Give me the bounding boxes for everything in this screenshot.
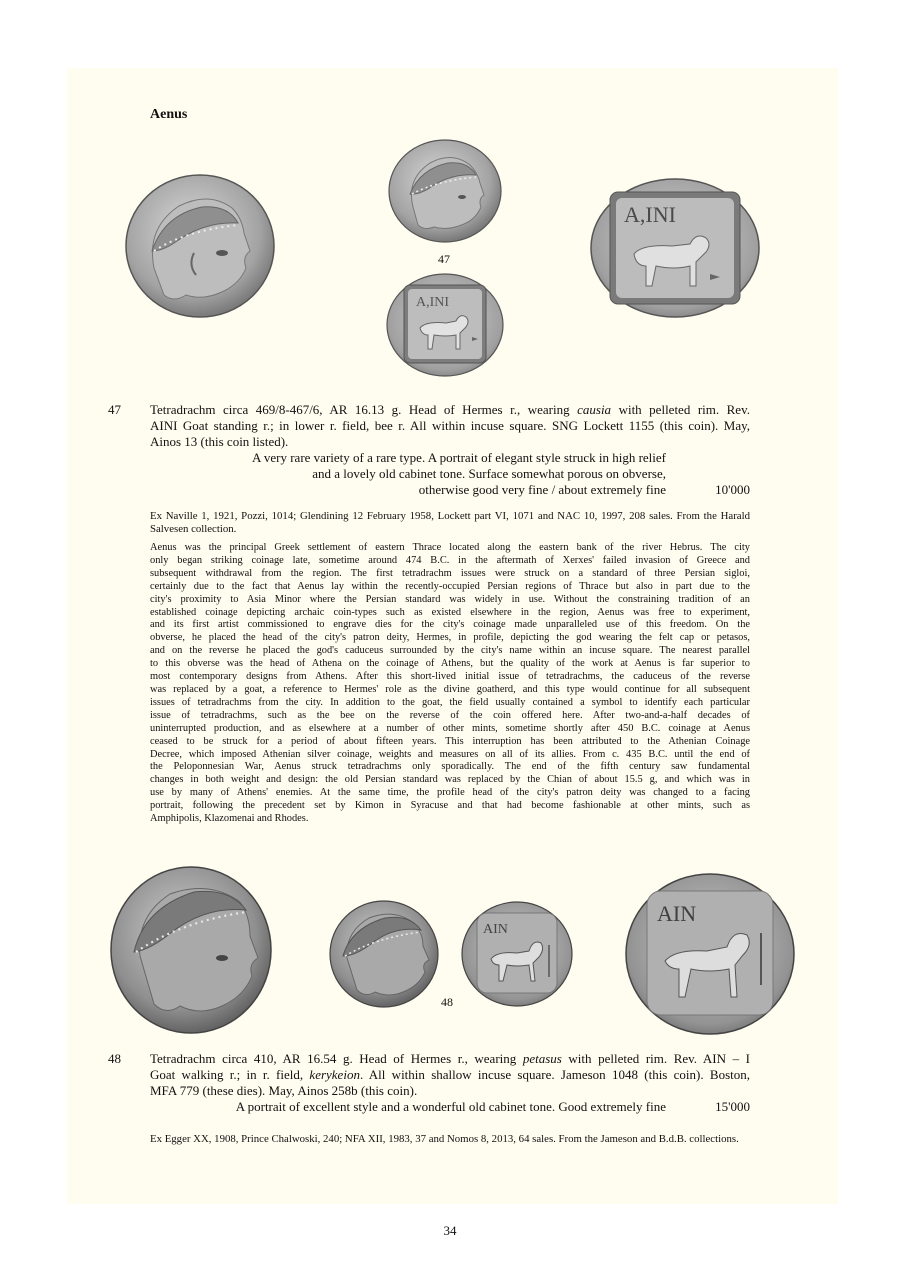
essay-line: certainly due to the fact that Aenus lay within the recently-occupied Persian regions of Thrace but also in part due to the <box>150 580 750 592</box>
lot-47-desc-text-b: with pelleted rim. Rev. <box>611 402 750 417</box>
lot-48-desc2-text-b: . All within shallow incuse square. Jameson 1048 (this coin). Boston, <box>359 1067 750 1082</box>
coin-48-obverse <box>329 900 439 1008</box>
lot-47-comment-line2: and a lovely old cabinet tone. Surface somewhat porous on obverse, <box>312 466 666 481</box>
lot-47-comment-line1: A very rare variety of a rare type. A portrait of elegant style struck in high relief <box>251 450 666 465</box>
essay-line: was replaced by a goat, a reference to Hermes' role as the divine goatherd, and this type would continue for all subsequent <box>150 683 750 695</box>
coin-47-reverse-enlarged <box>590 178 760 318</box>
lot-48-desc-text-b: with pelleted rim. Rev. AIN – I <box>561 1051 750 1066</box>
lot-48-provenance: Ex Egger XX, 1908, Prince Chalwoski, 240; NFA XII, 1983, 37 and Nomos 8, 2013, 64 sales. From the Jameson and B.d.B. collections. <box>150 1133 739 1145</box>
essay-line: portrait, following the precedent set by Kimon in Syracuse and that had become fashionable at other mints, such as <box>150 800 750 812</box>
lot-48-desc2-text-a: Goat walking r.; in r. field, <box>150 1067 310 1082</box>
lot-47-estimate: 10'000 <box>715 482 750 497</box>
essay-line: ceased to be struck for a period of about fifteen years. This interruption has been attributed to the Athenian Coinage <box>150 735 750 747</box>
essay-line: changes in both weight and design: the old Persian standard was replaced by the Chian of about 15.5 g, and which was in <box>150 774 750 786</box>
essay-line: and on the reverse he placed the god's caduceus surrounded by the city's name within an incuse square. The nearest parallel <box>150 645 750 657</box>
essay-line: most contemporary designs from Athens. After this short-lived initial issue of tetradrachms, the caduceus of the reverse <box>150 671 750 683</box>
coin-48-reverse-enlarged <box>625 873 795 1035</box>
essay-line: Aenus was the principal Greek settlement of eastern Thrace located along the eastern bank of the river Hebrus. The city <box>150 542 750 553</box>
essay-line: uninterrupted production, and as elsewhere at a number of other mints, sometime shortly after 450 B.C. coinage at Aenus <box>150 722 750 734</box>
lot-47-description <box>150 402 750 450</box>
essay-line: issue of tetradrachms, such as the bee on the reverse of the coin offered here. After two-and-a-half decades of <box>150 709 750 721</box>
lot-47-provenance: Ex Naville 1, 1921, Pozzi, 1014; Glendining 12 February 1958, Lockett part VI, 1071 and NAC 10, 1997, 208 sales. From the Harald Salvesen collection. <box>150 510 750 535</box>
lot-47-desc-text-a: Tetradrachm circa 469/8-467/6, AR 16.13 g. Head of Hermes r., wearing <box>150 402 578 417</box>
essay-line: city's proximity to Asia Minor where the Persian standard was widely in use. Without the constraining tradition of an <box>150 593 750 605</box>
coin-47-legend-small: Α,ΙΝΙ <box>416 295 450 310</box>
lot-48-desc2-italic: kerykeion <box>309 1067 360 1082</box>
section-title: Aenus <box>150 107 188 122</box>
essay-line: subsequent withdrawal from the region. The first tetradrachm issues were struck on a standard of three Persian sigloi, <box>150 567 750 579</box>
essay-line: only began striking coinage late, sometime around 474 B.C. in the aftermath of Xerxes' failed invasion of Greece and <box>150 554 750 566</box>
lot-47-number: 47 <box>108 402 121 417</box>
essay-line: use by many of Athens' enemies. At the same time, the profile head of the city's patron deity was changed to a facing <box>150 787 750 799</box>
coin-48-obverse-enlarged <box>110 866 272 1034</box>
coin-47-obverse <box>388 139 502 243</box>
coin-48-legend-large: ΑΙΝ <box>657 901 697 926</box>
essay-line: Amphipolis, Klazomenai and Rhodes. <box>150 813 309 825</box>
lot-48-description-line2 <box>150 1067 750 1083</box>
coin-47-reverse <box>386 273 504 377</box>
essay-line: established coinage depicting archaic coin-types such as existed elsewhere in the region, Aenus was free to experiment, <box>150 606 750 618</box>
figure-number-47: 47 <box>438 252 450 266</box>
lot-47-comment-line3: otherwise good very fine / about extremely fine <box>418 482 666 497</box>
lot-47-essay <box>150 542 750 826</box>
essay-line: the Peloponnesian War, Aenus struck tetradrachms only sporadically. The end of the fifth century saw fundamental <box>150 761 750 773</box>
coin-48-reverse <box>461 901 573 1007</box>
page-number: 34 <box>443 1223 457 1238</box>
lot-48-description-line3: MFA 779 (these dies). May, Ainos 258b (this coin). <box>150 1083 418 1098</box>
lot-48-desc-italic: petasus <box>522 1051 562 1066</box>
lot-47-description-line3: Ainos 13 (this coin listed). <box>150 434 289 449</box>
lot-48-number: 48 <box>108 1051 121 1066</box>
lot-47-description-line1 <box>150 402 750 418</box>
lot-48-desc-text-a: Tetradrachm circa 410, AR 16.54 g. Head of Hermes r., wearing <box>150 1051 523 1066</box>
essay-line: to this obverse was the head of Athena on the coinage of Athens, but the quality of the work at Aenus is far superior to <box>150 658 750 670</box>
coin-47-legend-large: Α,ΙΝΙ <box>624 202 676 227</box>
lot-48-description <box>150 1051 750 1099</box>
lot-47-description-line2: AINI Goat standing r.; in lower r. field, bee r. All within incuse square. SNG Lockett 1155 (this coin). May, <box>150 418 750 433</box>
lot-47-desc-italic: causia <box>577 402 612 417</box>
essay-line: issues of tetradrachms from the city. In addition to the goat, the field usually contained a symbol to identify each particular <box>150 696 750 708</box>
coin-48-legend-small: ΑΙΝ <box>483 922 508 937</box>
figure-number-48: 48 <box>441 995 453 1009</box>
essay-line: Decree, which imposed Athenian silver coinage, weights and measures on all of its allies. From c. 435 B.C. until the end of <box>150 748 750 760</box>
essay-line: and its first artist commissioned to engrave dies for the city's coinage made unparalleled use of this freedom. On the <box>150 619 750 631</box>
essay-line: obverse, he placed the head of the city's patron deity, Hermes, in profile, depicting the god wearing the felt cap or petasos, <box>150 632 750 644</box>
lot-48-comment: A portrait of excellent style and a wonderful old cabinet tone. Good extremely fine <box>235 1099 666 1114</box>
lot-48-description-line1 <box>150 1051 750 1067</box>
coin-47-obverse-enlarged <box>124 173 276 319</box>
lot-48-estimate: 15'000 <box>715 1099 750 1114</box>
